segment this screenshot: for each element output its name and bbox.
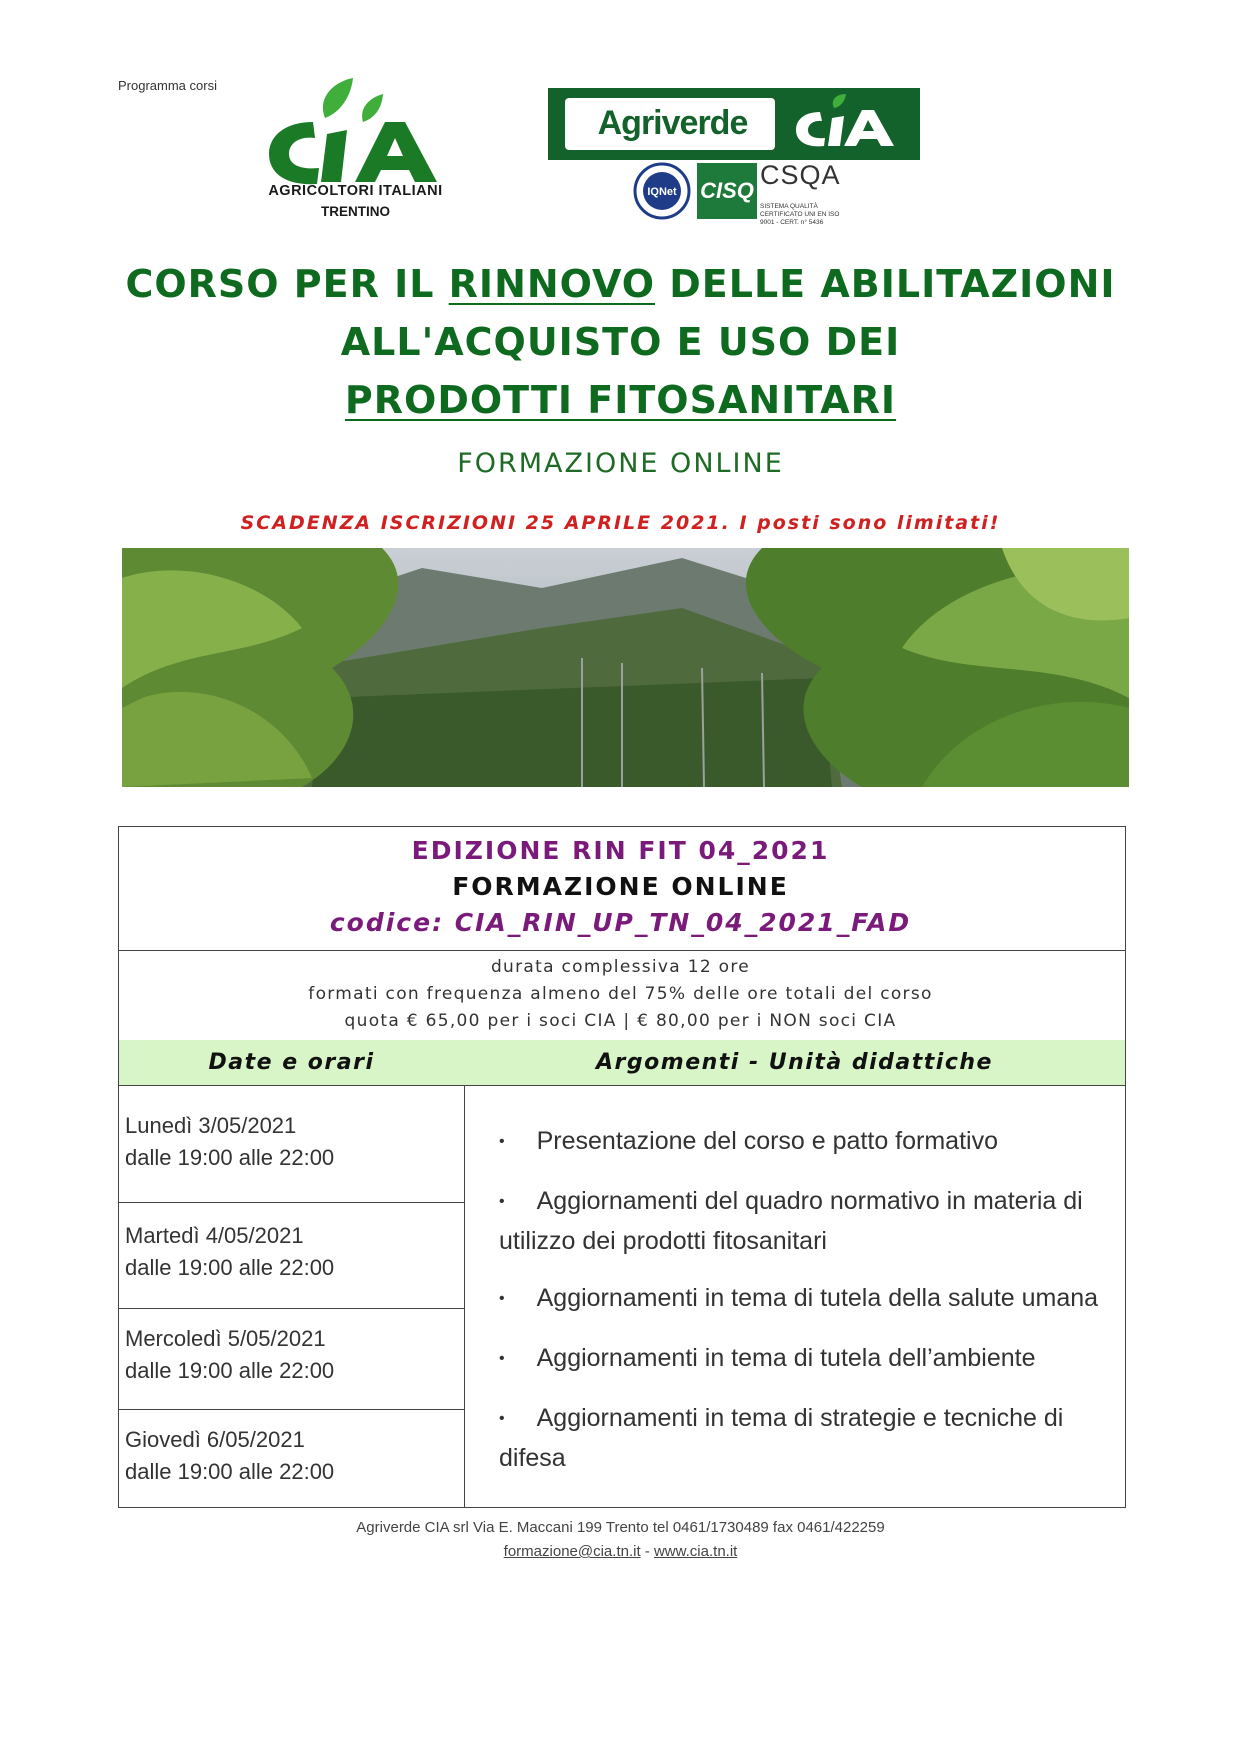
course-edition: EDIZIONE RIN FIT 04_2021	[411, 836, 830, 865]
course-attendance: formati con frequenza almeno del 75% delle ore totali del corso	[308, 984, 933, 1004]
session-wednesday	[125, 1323, 334, 1387]
bullet-icon: •	[499, 1290, 505, 1307]
session-thursday	[125, 1424, 334, 1488]
iqnet-label: IQNet	[647, 186, 677, 198]
page-title-line-3: PRODOTTI FITOSANITARI	[344, 378, 897, 422]
registration-deadline: SCADENZA ISCRIZIONI 25 APRILE 2021. I posti sono limitati!	[240, 512, 1001, 534]
bullet-icon: •	[499, 1133, 505, 1150]
session-day: Giovedì 6/05/2021	[125, 1427, 305, 1452]
bullet-icon: •	[499, 1410, 505, 1427]
agriverde-logo-text: Agriverde	[597, 104, 748, 142]
agriverde-cia-mark	[790, 94, 910, 156]
vineyard-photo	[122, 548, 1129, 787]
subtitle: FORMAZIONE ONLINE	[457, 448, 784, 479]
session-time: dalle 19:00 alle 22:00	[125, 1459, 335, 1484]
csqa-certification-badge: CSQA	[760, 160, 841, 190]
page-title-line-1: CORSO PER IL RINNOVO DELLE ABILITAZIONI	[125, 262, 1116, 306]
session-monday	[125, 1110, 334, 1174]
cisq-certification-badge: CISQ	[697, 163, 757, 219]
footer-contacts: formazione@cia.tn.it - www.cia.tn.it	[503, 1543, 738, 1560]
cia-logo-region: TRENTINO	[321, 204, 390, 219]
topic-item: • Aggiornamenti in tema di tutela dell’ambiente	[499, 1344, 1036, 1372]
session-time: dalle 19:00 alle 22:00	[125, 1145, 335, 1170]
session-time: dalle 19:00 alle 22:00	[125, 1358, 335, 1383]
session-day: Martedì 4/05/2021	[125, 1223, 304, 1248]
page-title-line-2: ALL'ACQUISTO E USO DEI	[340, 320, 901, 364]
topic-item: • Aggiornamenti in tema di strategie e tecniche di difesa	[499, 1404, 1064, 1472]
website-link[interactable]: www.cia.tn.it	[653, 1543, 738, 1560]
course-mode: FORMAZIONE ONLINE	[452, 872, 789, 901]
course-code: codice: CIA_RIN_UP_TN_04_2021_FAD	[329, 908, 912, 937]
column-header-topics: Argomenti - Unità didattiche	[596, 1050, 993, 1075]
session-time: dalle 19:00 alle 22:00	[125, 1255, 335, 1280]
bullet-icon: •	[499, 1350, 505, 1367]
cia-logo-subline: AGRICOLTORI ITALIANI	[268, 183, 443, 199]
footer-address: Agriverde CIA srl Via E. Maccani 199 Trento tel 0461/1730489 fax 0461/422259	[356, 1519, 885, 1536]
topic-item: • Aggiornamenti in tema di tutela della salute umana	[499, 1284, 1099, 1312]
bullet-icon: •	[499, 1193, 505, 1210]
course-fee: quota € 65,00 per i soci CIA | € 80,00 per i NON soci CIA	[344, 1011, 897, 1031]
course-duration: durata complessiva 12 ore	[490, 957, 751, 977]
session-tuesday	[125, 1220, 334, 1284]
email-link[interactable]: formazione@cia.tn.it	[503, 1543, 641, 1560]
program-label: Programma corsi	[118, 78, 217, 93]
topic-item: • Aggiornamenti del quadro normativo in materia di utilizzo dei prodotti fitosanitari	[499, 1187, 1083, 1255]
column-header-dates: Date e orari	[208, 1050, 375, 1075]
csqa-certification-note: SISTEMA QUALITÀ CERTIFICATO UNI EN ISO 9001 - CERT. n° 5436	[760, 203, 840, 226]
session-day: Mercoledì 5/05/2021	[125, 1326, 326, 1351]
iqnet-certification-badge	[633, 162, 691, 220]
session-day: Lunedì 3/05/2021	[125, 1113, 297, 1138]
title-underlined-word: RINNOVO	[448, 262, 656, 306]
topic-item: • Presentazione del corso e patto formativo	[499, 1127, 998, 1155]
